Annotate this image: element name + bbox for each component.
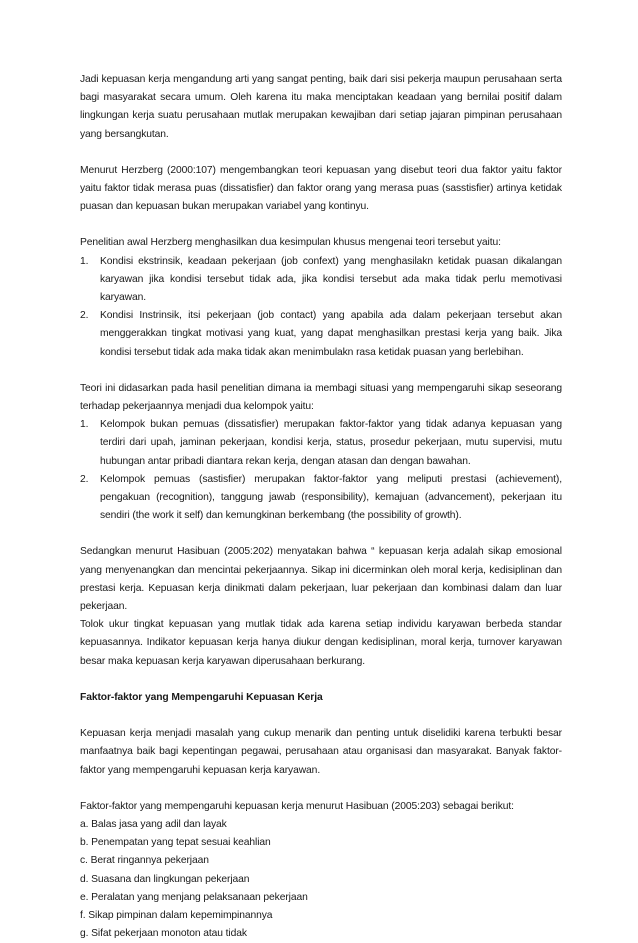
paragraph-satisfaction: Kepuasan kerja menjadi masalah yang cukup menarik dan penting untuk diselidiki karena terbukti besar manfaatnya baik bagi kepentingan pegawai, perusahaan atau organisasi dan masyarakat. Banyak faktor-faktor yang mempengaruhi kepuasan kerja karyawan.	[80, 728, 562, 776]
factor-item: c. Berat ringannya pekerjaan	[80, 855, 209, 867]
factor-item: d. Suasana dan lingkungan pekerjaan	[80, 873, 250, 885]
numbered-item	[80, 471, 562, 526]
paragraph-theory: Teori ini didasarkan pada hasil penelitian dimana ia membagi situasi yang mempengaruhi sikap seseorang terhadap pekerjaannya menjadi dua kelompok yaitu:	[80, 382, 562, 413]
paragraph-hasibuan: Sedangkan menurut Hasibuan (2005:202) menyatakan bahwa “ kepuasan kerja adalah sikap emosional yang menyenangkan dan mencintai pekerjaannya. Sikap ini dicerminkan oleh moral kerja, kedisiplinan dan prestasi kerja. Kepuasan kerja dinikmati dalam pekerjaan, luar pekerjaan dan kombinasi dalam dan luar pekerjaan.	[80, 546, 562, 613]
paragraph-herzberg-research: Penelitian awal Herzberg menghasilkan dua kesimpulan khusus mengenai teori tersebut yaitu:	[80, 237, 501, 249]
item-number: 1.	[80, 419, 89, 431]
item-text: Kelompok bukan pemuas (dissatisfier) merupakan faktor-faktor yang tidak adanya kepuasan yang terdiri dari upah, jaminan pekerjaan, kondisi kerja, status, prosedur pekerjaan, mutu supervisi, mutu hubungan antar pribadi diantara rekan kerja, dengan atasan dan dengan bawahan.	[100, 419, 562, 467]
factor-list-intro: Faktor-faktor yang mempengaruhi kepuasan kerja menurut Hasibuan (2005:203) sebagai berikut:	[80, 800, 514, 812]
numbered-item	[80, 416, 562, 471]
paragraph-herzberg: Menurut Herzberg (2000:107) mengembangkan teori kepuasan yang disebut teori dua faktor yaitu faktor yaitu faktor tidak merasa puas (dissatisfier) dan faktor orang yang merasa puas (sasstisfier) artinya ketidak puasan dan kepuasan bukan merupakan variabel yang kontinyu.	[80, 164, 562, 213]
factor-item: a. Balas jasa yang adil dan layak	[80, 818, 227, 830]
item-text: Kondisi ekstrinsik, keadaan pekerjaan (job confext) yang menghasilakn ketidak puasan dikalangan karyawan jika kondisi tersebut tidak ada, jika kondisi tersebut ada maka tidak perlu memotivasi karyawan.	[100, 255, 562, 304]
factor-item: e. Peralatan yang menjang pelaksanaan pekerjaan	[80, 891, 308, 903]
document-body	[80, 71, 562, 943]
factor-item: b. Penempatan yang tepat sesuai keahlian	[80, 837, 271, 849]
factor-item: g. Sifat pekerjaan monoton atau tidak	[80, 928, 247, 940]
numbered-item	[80, 307, 562, 362]
paragraph-intro: Jadi kepuasan kerja mengandung arti yang sangat penting, baik dari sisi pekerja maupun perusahaan serta bagi masyarakat secara umum. Oleh karena itu maka menciptakan keadaan yang bernilai positif dalam lingkungan kerja suatu perusahaan mutlak merupakan kewajiban dari setiap jajaran pimpinan perusahaan yang bersangkutan.	[80, 74, 562, 140]
item-number: 2.	[80, 310, 89, 322]
factor-item: f. Sikap pimpinan dalam kepemimpinannya	[80, 909, 273, 921]
item-text: Kondisi Instrinsik, itsi pekerjaan (job contact) yang apabila ada dalam pekerjaan tersebut akan menggerakkan tingkat motivasi yang kuat, yang dapat menghasilkan prestasi kerja yang baik. Jika kondisi tersebut tidak ada maka tidak akan menimbulakn rasa ketidak puasan yang berlebihan.	[100, 310, 562, 358]
item-number: 2.	[80, 473, 89, 485]
paragraph-benchmark: Tolok ukur tingkat kepuasan yang mutlak tidak ada karena setiap individu karyawan berbeda standar kepuasannya. Indikator kepuasan kerja hanya diukur dengan kedisiplinan, moral kerja, turnover karyawan besar maka kepuasan kerja karyawan diperusahaan berkurang.	[80, 619, 562, 667]
item-text: Kelompok pemuas (sastisfier) merupakan faktor-faktor yang meliputi prestasi (achievement), pengakuan (recognition), tanggung jawab (responsibility), kemajuan (advancement), pekerjaan itu sendiri (the work it self) dan kemungkinan berkembang (the possibility of growth).	[100, 473, 562, 522]
factor-list	[80, 798, 562, 943]
item-number: 1.	[80, 255, 89, 267]
section-heading: Faktor-faktor yang Mempengaruhi Kepuasan Kerja	[80, 691, 323, 703]
numbered-item	[80, 253, 562, 308]
